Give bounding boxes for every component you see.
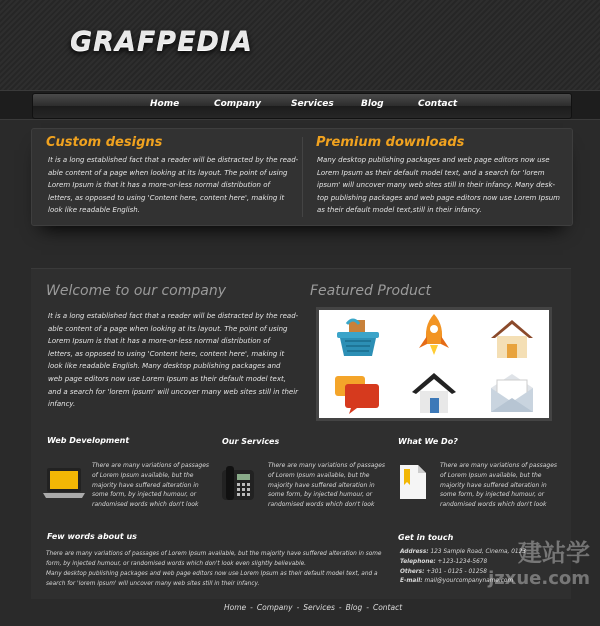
welcome-title: Welcome to our company: [46, 283, 226, 299]
laptop-icon: [43, 466, 85, 500]
document-icon: [398, 463, 428, 501]
what-we-do-text: There are many variations of passages of Lorem Ipsum available, but the majority have suffered alteration in some form, by injected humour, or randomised words which don't look: [440, 462, 558, 509]
custom-designs-title: Custom designs: [46, 135, 163, 150]
nav-services[interactable]: Services: [291, 99, 334, 109]
nav-company[interactable]: Company: [214, 99, 261, 109]
footer-contact[interactable]: Contact: [372, 603, 403, 612]
about-us-title: Few words about us: [47, 532, 137, 541]
get-in-touch-title: Get in touch: [398, 533, 454, 542]
envelope-icon[interactable]: [487, 370, 537, 415]
footer-company[interactable]: Company: [256, 603, 293, 612]
our-services-text: There are many variations of passages of Lorem Ipsum available, but the majority have suffered alteration in some form, by injected humour, or randomised words which don't look: [268, 462, 386, 509]
nav-blog[interactable]: Blog: [361, 99, 384, 109]
nav-contact[interactable]: Contact: [418, 99, 458, 109]
featured-products-panel: [316, 307, 552, 421]
premium-downloads-title: Premium downloads: [316, 135, 465, 150]
footer-services[interactable]: Services: [303, 603, 335, 612]
header: [0, 0, 600, 90]
nav-bar: [32, 93, 572, 119]
footer-blog[interactable]: Blog: [345, 603, 363, 612]
web-development-title: Web Development: [47, 436, 130, 445]
what-we-do-title: What We Do?: [398, 437, 458, 446]
web-development-text: There are many variations of passages of Lorem Ipsum available, but the majority have suffered alteration in some form, by injected humour, or randomised words which don't look: [92, 462, 210, 509]
phone-icon: [220, 466, 256, 502]
main-nav: [0, 90, 600, 120]
watermark: 建站学 jzxue.com: [488, 539, 590, 589]
rocket-icon[interactable]: [409, 312, 459, 357]
house-icon[interactable]: [487, 316, 537, 361]
nav-home[interactable]: Home: [150, 99, 180, 109]
basket-icon[interactable]: [333, 316, 383, 361]
welcome-text: It is a long established fact that a reader will be distracted by the read- able content of a page when looking at its layout. The point of using Lorem Ipsum is that it has a more-or-less normal distribution of letters, as opposed to using 'Content here, content here', making it look like readable English. Many desktop publishing packages and web page editors now use Lorem Ipsum as their default model text, and a search for 'lorem ipsum' will uncover many web sites still in their infancy.: [48, 312, 299, 409]
about-us-text: There are many variations of passages of Lorem Ipsum available, but the majority have suffered alteration in some form, by injected humour, or randomised words which don't look even slightly believable. Many desktop publishing packages and web page editors now use Lorem Ipsum as their default model text, and a search for 'lorem ipsum' will uncover many web sites still in their infancy.: [46, 551, 382, 587]
home-icon[interactable]: [409, 370, 459, 415]
footer-nav: Home - Company - Services - Blog - Contact: [224, 603, 403, 612]
site-logo[interactable]: GRAFPEDIA: [70, 26, 253, 57]
footer-home[interactable]: Home: [224, 603, 247, 612]
featured-product-title: Featured Product: [310, 283, 432, 299]
contact-info: Address: 123 Sample Road, Cinema, 0123 Telephone: +123-1234-5678 Others: +301 - 0125 - 01258 E-mail: mail@yourcompanyname.com: [400, 549, 526, 585]
chat-bubbles-icon[interactable]: [333, 370, 383, 415]
our-services-title: Our Services: [222, 437, 280, 446]
feature-divider: [302, 137, 303, 217]
premium-downloads-text: Many desktop publishing packages and web page editors now use Lorem Ipsum as their default model text, and a search for 'lorem ipsum' will uncover many web sites still in their infancy. Many desk- top publishing packages and web page editors now use Lorem Ipsum as their default model text,still in their infancy.: [317, 156, 560, 214]
custom-designs-text: It is a long established fact that a reader will be distracted by the read- able content of a page when looking at its layout. The point of using Lorem Ipsum is that it has a more-or-less normal distribution of letters, as opposed to using 'Content here, content here', making it look like readable English.: [48, 156, 299, 214]
email-link[interactable]: mail@yourcompanyname.com: [424, 578, 514, 585]
